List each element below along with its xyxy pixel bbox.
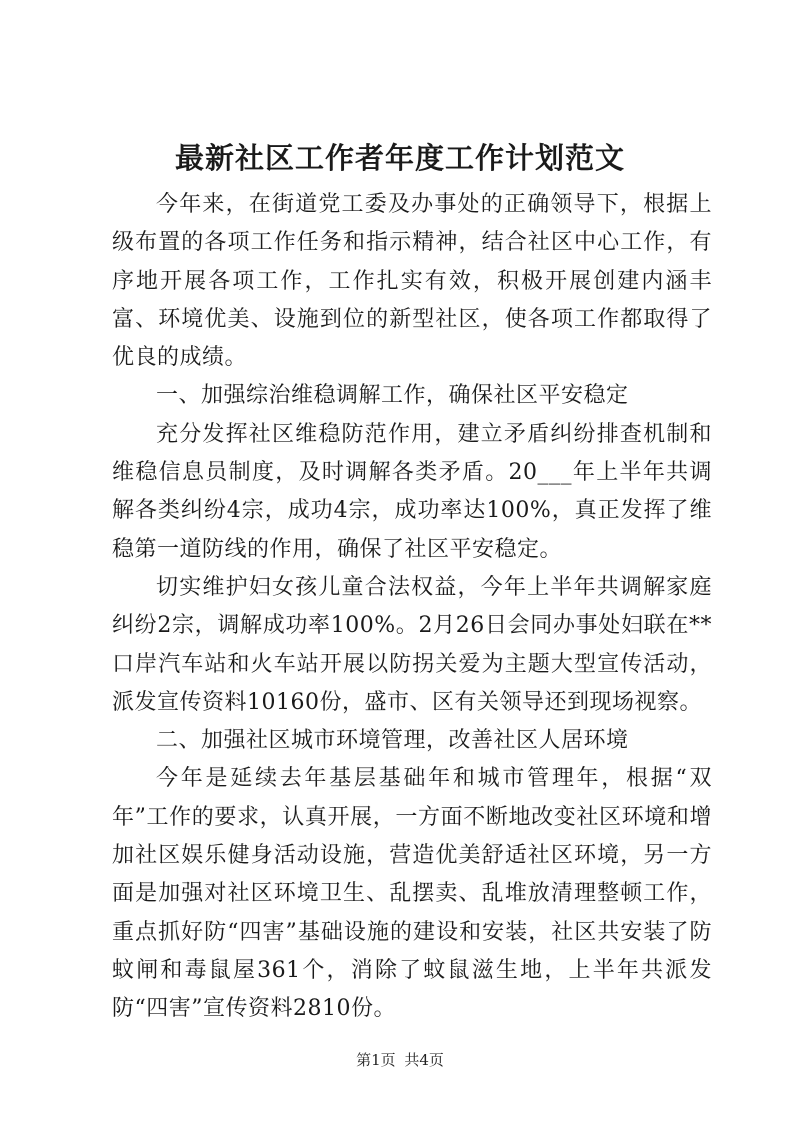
section-heading-2: 二、加强社区城市环境管理，改善社区人居环境 [156, 728, 629, 754]
paragraph-intro: 今年来，在街道党工委及办事处的正确领导下，根据上级布置的各项工作任务和指示精神，结合社区中心工作，有序地开展各项工作，工作扎实有效，积极开展创建内涵丰富、环境优美、设施到位的新型社区，使各项工作都取得了优良的成绩。 [112, 192, 712, 371]
page-total: 共4页 [404, 1051, 444, 1069]
page-number: 第1页 [356, 1051, 396, 1069]
document-title: 最新社区工作者年度工作计划范文 [174, 141, 625, 175]
paragraph-environment: 今年是延续去年基层基础年和城市管理年，根据“双年”工作的要求，认真开展，一方面不断地改变社区环境和增加社区娱乐健身活动设施，营造优美舒适社区环境，另一方面是加强对社区环境卫生、乱摆卖、乱堆放清理整顿工作，重点抓好防“四害”基础设施的建设和安装，社区共安装了防蚊闸和毒鼠屋361个，消除了蚊鼠滋生地，上半年共派发防“四害”宣传资料2810份。 [112, 766, 712, 1022]
document-body [112, 186, 712, 1029]
paragraph-mediation: 充分发挥社区维稳防范作用，建立矛盾纠纷排查机制和维稳信息员制度，及时调解各类矛盾。20___年上半年共调解各类纠纷4宗，成功4宗，成功率达100%，真正发挥了维稳第一道防线的作用，确保了社区平安稳定。 [112, 421, 712, 562]
paragraph-women-children: 切实维护妇女孩儿童合法权益，今年上半年共调解家庭纠纷2宗，调解成功率100%。2月26日会同办事处妇联在**口岸汽车站和火车站开展以防拐关爱为主题大型宣传活动，派发宣传资料10160份，盛市、区有关领导还到现场视察。 [112, 574, 712, 715]
section-heading-1: 一、加强综治维稳调解工作，确保社区平安稳定 [156, 383, 629, 409]
page-footer [0, 1050, 800, 1070]
